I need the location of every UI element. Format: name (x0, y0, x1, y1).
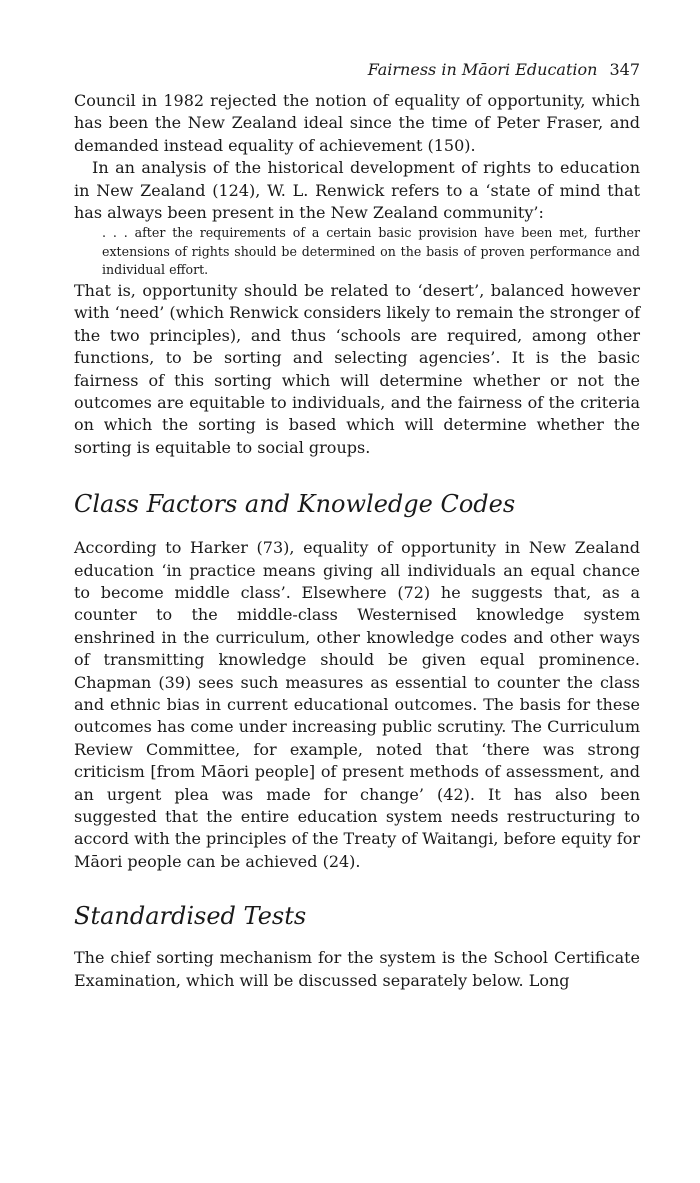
section-heading-class-factors: Class Factors and Knowledge Codes (74, 490, 516, 519)
running-head (74, 60, 640, 80)
paragraph-continued: Council in 1982 rejected the notion of equality of opportunity, which has been the New Zealand ideal since the time of Peter Fraser, and demanded instead equality of achievement (150). (74, 91, 640, 155)
block-quote: . . . after the requirements of a certain basic provision have been met, further extensions of rights should be determined on the basis of proven performance and individual effort. (102, 225, 640, 278)
running-head-title: Fairness in Māori Education (367, 60, 598, 79)
paragraph-harker: According to Harker (73), equality of opportunity in New Zealand education ‘in practice means giving all individuals an equal chance to become middle class’. Elsewhere (72) he suggests that, as a counter to the middle-class Westernised knowledge system enshrined in the curriculum, other knowledge codes and other ways of transmitting knowledge should be given equal prominence. Chapman (39) sees such measures as essential to counter the class and ethnic bias in current educational outcomes. The basis for these outcomes has come under increasing public scrutiny. The Curriculum Review Committee, for example, noted that ‘there was strong criticism [from Māori people] of present methods of assessment, and an urgent plea was made for change’ (42). It has also been suggested that the entire education system needs restructuring to accord with the principles of the Treaty of Waitangi, before equity for Māori people can be achieved (24). (74, 538, 640, 871)
paragraph-sorting-mechanism: The chief sorting mechanism for the system is the School Certificate Examination, which will be discussed separately below. Long (74, 948, 640, 990)
section-heading-standardised-tests: Standardised Tests (74, 902, 307, 931)
page-number: 347 (609, 60, 640, 79)
paragraph-renwick: In an analysis of the historical development of rights to education in New Zealand (124), W. L. Renwick refers to a ‘state of mind that has always been present in the New Zealand community’: (74, 158, 640, 223)
book-page (74, 60, 640, 992)
section-heading-wrapper (74, 901, 640, 931)
paragraph-desert: That is, opportunity should be related to ‘desert’, balanced however with ‘need’ (which Renwick considers likely to remain the stronger of the two principles), and thus ‘schools are required, among other functions, to be sorting and selecting agencies’. It is the basic fairness of this sorting which will determine whether or not the outcomes are equitable to individuals, and the fairness of the criteria on which the sorting is based which will determine whether the sorting is equitable to social groups. (74, 280, 640, 457)
section-heading-wrapper (74, 489, 640, 519)
